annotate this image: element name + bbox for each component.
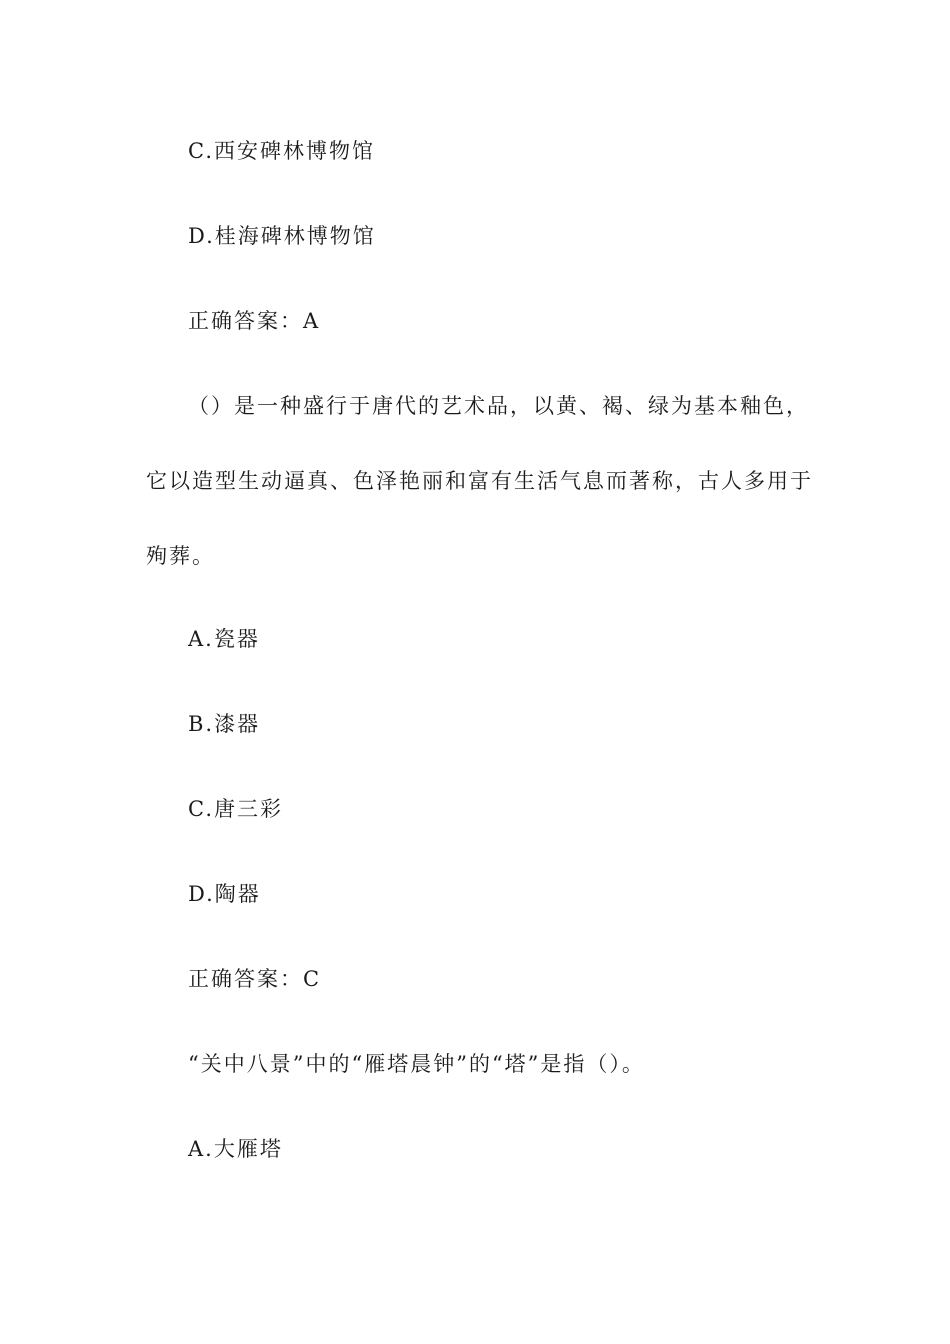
q2-stem-line-3: 殉葬。	[146, 544, 215, 568]
q2-option-b: B.漆器	[188, 712, 261, 736]
q2-stem-line-1: （）是一种盛行于唐代的艺术品，以黄、褐、绿为基本釉色，	[188, 394, 809, 418]
q2-option-d: D.陶器	[188, 882, 261, 906]
q1-answer: 正确答案：A	[188, 309, 321, 333]
q2-stem-line-2: 它以造型生动逼真、色泽艳丽和富有生活气息而著称，古人多用于	[146, 469, 813, 493]
q2-option-c: C.唐三彩	[188, 797, 283, 821]
q3-option-a: A.大雁塔	[188, 1137, 283, 1161]
q1-option-d: D.桂海碑林博物馆	[188, 224, 376, 248]
q3-stem: “关中八景”中的“雁塔晨钟”的“塔”是指（）。	[188, 1052, 645, 1076]
q1-option-c: C.西安碑林博物馆	[188, 139, 375, 163]
q2-answer: 正确答案：C	[188, 967, 322, 991]
q2-option-a: A.瓷器	[188, 627, 260, 651]
